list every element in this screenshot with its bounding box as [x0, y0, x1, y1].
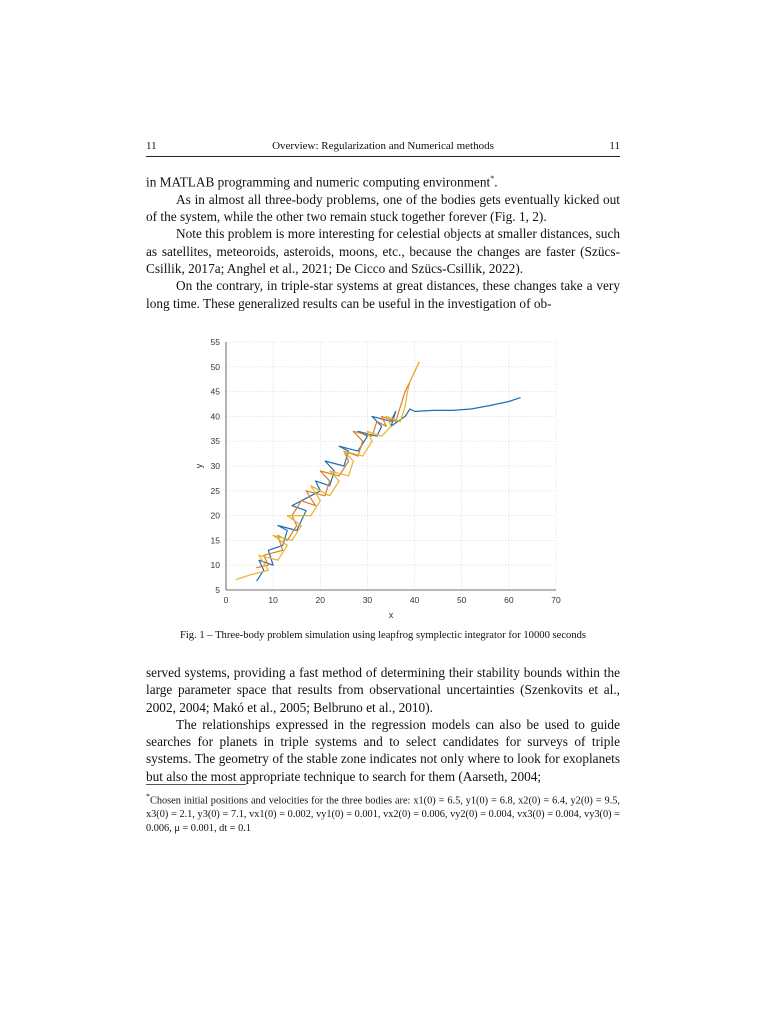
chart-series: [236, 362, 521, 581]
header-rule: [146, 156, 620, 157]
y-tick-label: 25: [210, 485, 220, 496]
header-page-number-right: 11: [609, 140, 620, 152]
running-header: [146, 138, 620, 154]
y-axis-label: y: [194, 463, 204, 469]
body-text-bottom: [146, 664, 620, 785]
footnote-marker[interactable]: *: [490, 174, 495, 183]
paragraph-4: On the contrary, in triple-star systems at great distances, these changes take a very long time. These generalized results can be useful in the investigation of ob-: [146, 278, 620, 311]
paragraph-6: The relationships expressed in the regression models can also be used to guide searches for planets in triple systems and to select candidates for surveys of triple systems. The geometry of the stable zone indicates not only where to look for exoplanets but also the most appropriate technique to search for them (Aarseth, 2004;: [146, 716, 620, 784]
y-tick-label: 15: [210, 535, 220, 546]
header-title: Overview: Regularization and Numerical methods: [272, 140, 494, 152]
x-tick-label: 30: [362, 595, 373, 605]
chart-grid: [226, 342, 556, 590]
body-text-top: [146, 170, 620, 312]
x-tick-label: 10: [268, 595, 278, 605]
series-line-body-3: [236, 362, 419, 580]
footnote-text: Chosen initial positions and velocities for the three bodies are: x1(0) = 6.5, y1(0) = 6.8, x2(0) = 6.4, y2(0) = 9.5, x3(0) = 2.1, y3(0) = 7.1, vx1(0) = 0.002, vy1(0) = 0.001, vx2(0) = 0.006, vy2(0) = 0.004, vx3(0) = 0.004, vy3(0) = 0.006, μ = 0.001, dt = 0.1: [146, 795, 620, 835]
header-page-number-left: 11: [146, 140, 157, 152]
y-tick-label: 30: [210, 461, 220, 471]
trajectory-chart: [190, 332, 580, 622]
y-tick-label: 35: [210, 436, 220, 447]
x-tick-label: 0: [223, 595, 229, 605]
figure-caption: Fig. 1 – Three-body problem simulation using leapfrog symplectic integrator for 10000 seconds: [179, 630, 587, 641]
footnote: [146, 790, 620, 836]
y-tick-label: 5: [215, 585, 220, 595]
footnote-mark: *: [146, 792, 150, 801]
footnote-rule: [146, 784, 246, 785]
figure-1: [190, 332, 580, 622]
x-tick-label: 40: [409, 595, 420, 605]
chart-ticks: [211, 337, 561, 605]
paragraph-2: As in almost all three-body problems, one of the bodies gets eventually kicked out of the system, while the other two remain stuck together forever (Fig. 1, 2).: [146, 191, 620, 225]
paragraph-1: in MATLAB programming and numeric computing environment*.: [146, 174, 498, 190]
y-tick-label: 20: [210, 510, 220, 521]
paragraph-5: served systems, providing a fast method of determining their stability bounds within the large parameter space that results from observational uncertainties (Szenkovits et al., 2002, 2004; Makó et al., 2005; Belbruno et al., 2010).: [146, 665, 620, 715]
paragraph-3: Note this problem is more interesting for celestial objects at smaller distances, such as satellites, meteoroids, asteroids, moons, etc., because the changes are faster (Szücs-Csillik, 2017a; Anghel et al., 2021; De Cicco and Szücs-Csillik, 2022).: [146, 226, 620, 276]
x-tick-label: 20: [315, 595, 326, 605]
x-axis-label: x: [388, 610, 394, 620]
y-tick-label: 10: [210, 560, 220, 571]
x-tick-label: 60: [504, 595, 514, 605]
y-tick-label: 40: [210, 411, 220, 422]
y-tick-label: 45: [210, 386, 220, 397]
x-tick-label: 70: [551, 595, 561, 605]
series-line-body-1: [257, 398, 521, 581]
y-tick-label: 50: [210, 361, 220, 372]
x-tick-label: 50: [456, 595, 467, 605]
y-tick-label: 55: [210, 337, 220, 347]
